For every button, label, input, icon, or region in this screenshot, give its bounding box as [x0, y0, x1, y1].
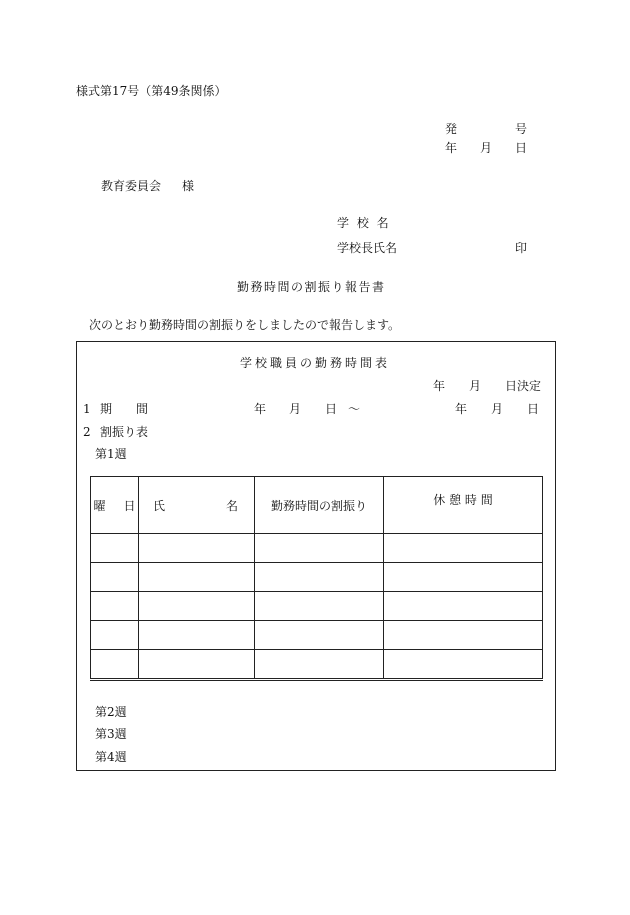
issue-year: 年: [445, 141, 458, 155]
table-cell[interactable]: [91, 592, 139, 621]
header-name-a: 氏: [153, 498, 166, 513]
table-cell[interactable]: [255, 534, 384, 563]
period-label-1: 期: [100, 402, 113, 416]
table-cell[interactable]: [255, 621, 384, 650]
addressee-name: 教育委員会: [101, 179, 162, 193]
table-cell[interactable]: [91, 650, 139, 680]
table-cell[interactable]: [139, 621, 255, 650]
table-cell[interactable]: [384, 650, 543, 680]
header-break: [384, 477, 543, 534]
table-header-row: [91, 477, 543, 534]
header-break-label: 休 憩 時 間: [433, 493, 493, 507]
header-weekday: [91, 477, 139, 534]
header-allocation-label: 勤務時間の割振り: [270, 498, 367, 513]
week-4-label: 第4週: [95, 750, 127, 764]
header-weekday-b: 日: [123, 498, 136, 513]
period-end-day: 日: [527, 402, 540, 416]
form-number: 様式第17号（第49条関係）: [76, 84, 227, 98]
issue-month: 月: [480, 141, 493, 155]
table-cell[interactable]: [139, 592, 255, 621]
period-start-month: 月: [289, 402, 302, 416]
report-title: 勤務時間の割振り報告書: [237, 280, 386, 294]
table-row: [91, 563, 543, 592]
decision-year: 年: [433, 379, 446, 393]
header-name: [139, 477, 255, 534]
table-cell[interactable]: [255, 563, 384, 592]
table-row: [91, 650, 543, 680]
table-cell[interactable]: [384, 621, 543, 650]
allocation-table: [90, 476, 543, 681]
table-cell[interactable]: [255, 650, 384, 680]
table-cell[interactable]: [384, 592, 543, 621]
decision-month: 月: [469, 379, 482, 393]
intro-text: 次のとおり勤務時間の割振りをしましたので報告します。: [89, 318, 401, 332]
period-label-2: 間: [136, 402, 149, 416]
table-cell[interactable]: [91, 563, 139, 592]
period-end-year: 年: [455, 402, 468, 416]
staff-table-title: 学校職員の勤務時間表: [240, 356, 391, 370]
table-row: [91, 592, 543, 621]
table-cell[interactable]: [139, 650, 255, 680]
week-1-label: 第1週: [95, 447, 127, 461]
header-name-b: 名: [225, 498, 238, 513]
period-tilde: 〜: [348, 402, 361, 416]
table-cell[interactable]: [91, 534, 139, 563]
header-weekday-a: 曜: [93, 498, 106, 513]
header-allocation: [255, 477, 384, 534]
issue-hatsu: 発: [445, 122, 458, 136]
issue-day: 日: [515, 141, 528, 155]
week-3-label: 第3週: [95, 727, 127, 741]
decision-day: 日決定: [505, 379, 542, 393]
week-2-label: 第2週: [95, 705, 127, 719]
period-start-year: 年: [254, 402, 267, 416]
issue-go: 号: [515, 122, 528, 136]
period-end-month: 月: [491, 402, 504, 416]
allocation-label: 割振り表: [100, 425, 149, 439]
allocation-number: 2: [83, 425, 91, 439]
table-row: [91, 534, 543, 563]
table-row: [91, 621, 543, 650]
table-cell[interactable]: [139, 534, 255, 563]
table-cell[interactable]: [384, 563, 543, 592]
addressee-honorific: 様: [182, 179, 195, 193]
principal-name-label: 学校長氏名: [337, 241, 398, 255]
school-name-label: 学 校 名: [337, 216, 391, 230]
table-cell[interactable]: [255, 592, 384, 621]
seal-mark: 印: [515, 241, 528, 255]
period-number: 1: [83, 402, 91, 416]
period-start-day: 日: [325, 402, 338, 416]
table-cell[interactable]: [384, 534, 543, 563]
table-cell[interactable]: [139, 563, 255, 592]
table-cell[interactable]: [91, 621, 139, 650]
